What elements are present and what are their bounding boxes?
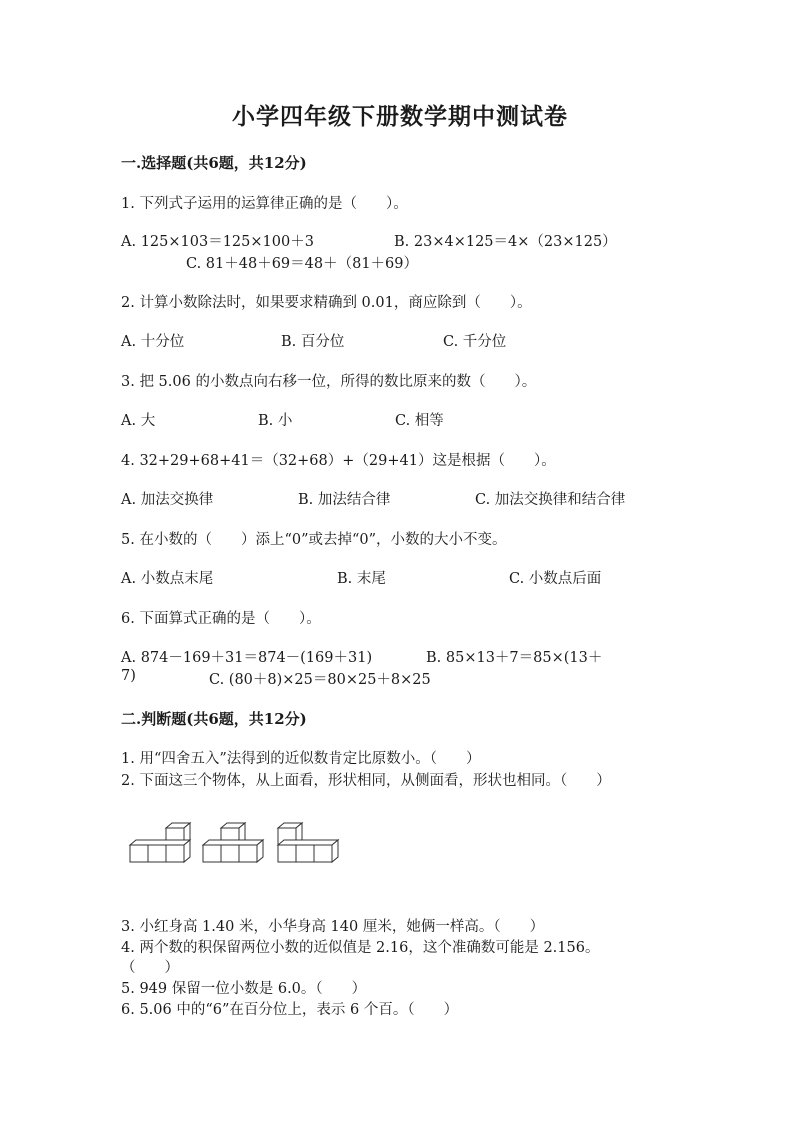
question-3-option-b: B. 小	[258, 413, 293, 429]
question-1-option-b: B. 23×4×125＝4×（23×125）	[394, 234, 617, 250]
question-4-option-b: B. 加法结合律	[298, 492, 391, 508]
question-1-stem: 1. 下列式子运用的运算律正确的是（ ）。	[121, 196, 408, 212]
question-1-option-a: A. 125×103＝125×100＋3	[121, 234, 314, 250]
cube-object-1	[130, 823, 190, 862]
judgment-4-continued: （ ）	[121, 960, 179, 976]
judgment-3: 3. 小红身高 1.40 米，小华身高 140 厘米，她俩一样高。（ ）	[121, 919, 545, 935]
judgment-2: 2. 下面这三个物体，从上面看，形状相同，从侧面看，形状也相同。（ ）	[121, 773, 611, 789]
question-6-option-b: B. 85×13＋7＝85×(13＋	[426, 650, 603, 666]
question-2-stem: 2. 计算小数除法时，如果要求精确到 0.01，商应除到（ ）。	[121, 295, 532, 311]
question-4-option-a: A. 加法交换律	[121, 492, 214, 508]
question-5-option-c: C. 小数点后面	[509, 571, 602, 587]
judgment-4: 4. 两个数的积保留两位小数的近似值是 2.16，这个准确数可能是 2.156。	[121, 940, 600, 956]
section-heading-choice: 一.选择题(共6题，共12分)	[121, 154, 307, 172]
question-4-stem: 4. 32+29+68+41＝（32+68）+（29+41）这是根据（ ）。	[121, 453, 556, 469]
question-2-option-a: A. 十分位	[121, 334, 185, 350]
question-2-option-c: C. 千分位	[443, 334, 507, 350]
question-4-option-c: C. 加法交换律和结合律	[475, 492, 626, 508]
page-title: 小学四年级下册数学期中测试卷	[232, 103, 568, 130]
question-3-option-a: A. 大	[121, 413, 156, 429]
question-5-option-a: A. 小数点末尾	[121, 571, 214, 587]
question-3-stem: 3. 把 5.06 的小数点向右移一位，所得的数比原来的数（ ）。	[121, 374, 537, 390]
question-5-option-b: B. 末尾	[337, 571, 386, 587]
judgment-6: 6. 5.06 中的“6”在百分位上，表示 6 个百。（ ）	[121, 1002, 459, 1018]
question-6-stem: 6. 下面算式正确的是（ ）。	[121, 611, 321, 627]
cube-objects-figure	[126, 820, 346, 872]
cube-object-2	[203, 823, 263, 862]
question-6-option-c: C. (80＋8)×25＝80×25＋8×25	[209, 672, 431, 688]
judgment-5: 5. 949 保留一位小数是 6.0。（ ）	[121, 981, 367, 997]
question-6-option-a: A. 874－169＋31＝874－(169＋31)	[121, 650, 373, 666]
section-heading-judgment: 二.判断题(共6题，共12分)	[121, 710, 307, 728]
question-6-option-b-continued: 7)	[121, 668, 136, 684]
question-2-option-b: B. 百分位	[281, 334, 345, 350]
question-5-stem: 5. 在小数的（ ）添上“0”或去掉“0”，小数的大小不变。	[121, 532, 507, 548]
cube-object-3	[278, 823, 338, 862]
question-1-option-c: C. 81＋48＋69＝48＋（81＋69）	[186, 256, 418, 272]
question-3-option-c: C. 相等	[395, 413, 444, 429]
judgment-1: 1. 用“四舍五入”法得到的近似数肯定比原数小。（ ）	[121, 751, 481, 767]
